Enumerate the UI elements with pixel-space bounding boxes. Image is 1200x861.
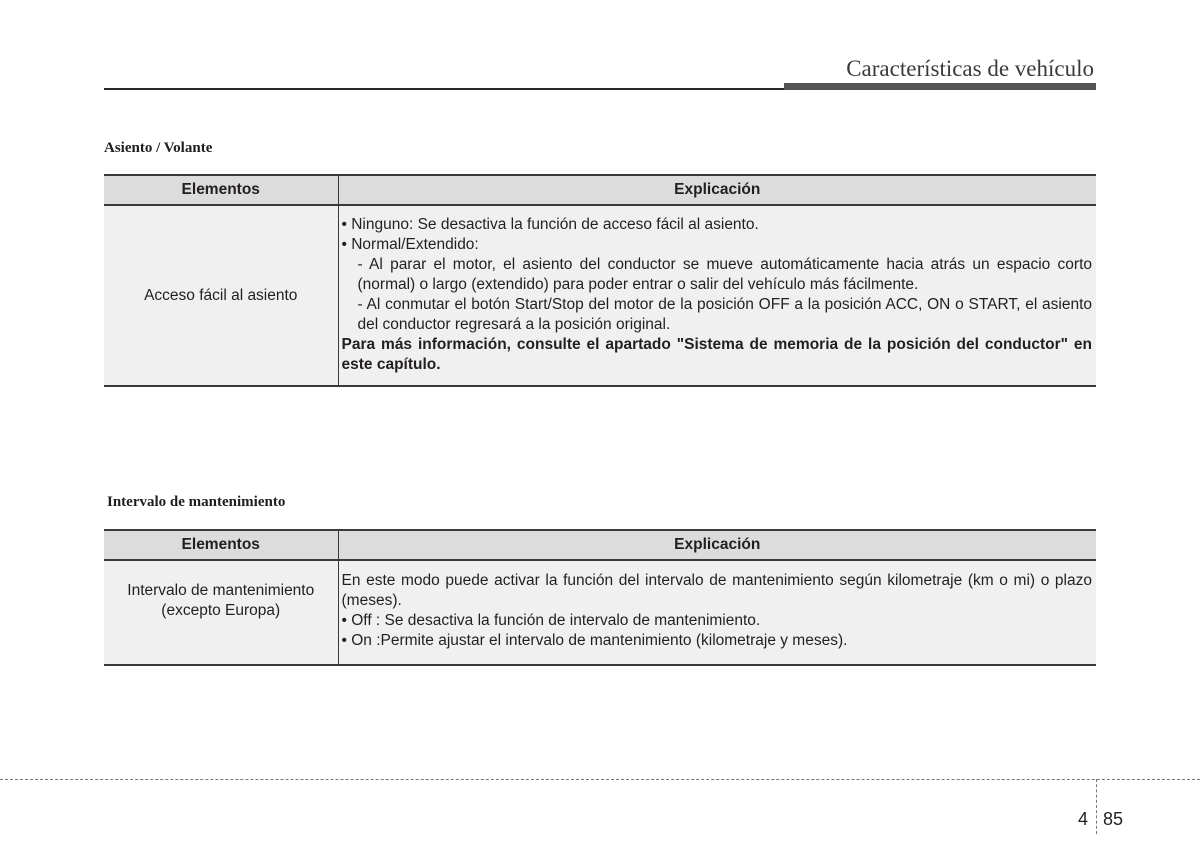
explanation-line: • On :Permite ajustar el intervalo de mantenimiento (kilometraje y meses).: [341, 632, 848, 649]
column-header-explanation: Explicación: [338, 175, 1096, 205]
column-header-elements: Elementos: [104, 530, 338, 560]
explanation-line: - Al conmutar el botón Start/Stop del motor de la posición OFF a la posición ACC, ON o START, el asiento del conductor regresará a la posición original.: [357, 296, 1092, 333]
element-line: Intervalo de mantenimiento: [127, 582, 315, 599]
explanation-cell: [338, 205, 1096, 386]
table-header-row: [104, 530, 1096, 560]
table-row: [104, 205, 1096, 386]
table-maintenance: [104, 529, 1096, 666]
section-title-maintenance: Intervalo de mantenimiento: [107, 494, 286, 510]
section-title-seat: Asiento / Volante: [104, 140, 213, 156]
explanation-cell: [338, 560, 1096, 665]
column-header-elements: Elementos: [104, 175, 338, 205]
explanation-line: • Normal/Extendido:: [341, 236, 479, 253]
footer-dashed-divider: [1096, 779, 1097, 834]
page-header-title: Características de vehículo: [846, 56, 1094, 81]
element-line: (excepto Europa): [161, 602, 281, 619]
element-cell: [104, 560, 338, 665]
explanation-line: En este modo puede activar la función del intervalo de mantenimiento según kilometraje (km o mi) o plazo (meses).: [341, 572, 1092, 609]
chapter-number: 4: [1077, 809, 1088, 829]
explanation-line: • Off : Se desactiva la función de intervalo de mantenimiento.: [341, 612, 761, 629]
header-rule-accent: [784, 83, 1096, 90]
table-header-row: [104, 175, 1096, 205]
column-header-explanation: Explicación: [338, 530, 1096, 560]
page-number: 85: [1103, 809, 1124, 829]
element-cell: Acceso fácil al asiento: [104, 205, 338, 386]
explanation-line: • Ninguno: Se desactiva la función de acceso fácil al asiento.: [341, 216, 759, 233]
explanation-note: Para más información, consulte el apartado "Sistema de memoria de la posición del conductor" en este capítulo.: [341, 336, 1092, 373]
explanation-line: - Al parar el motor, el asiento del conductor se mueve automáticamente hacia atrás un espacio corto (normal) o largo (extendido) para poder entrar o salir del vehículo más fácilmente.: [357, 256, 1092, 293]
table-row: [104, 560, 1096, 665]
footer-dashed-rule: [0, 779, 1200, 780]
table-seat-steering: [104, 174, 1096, 387]
